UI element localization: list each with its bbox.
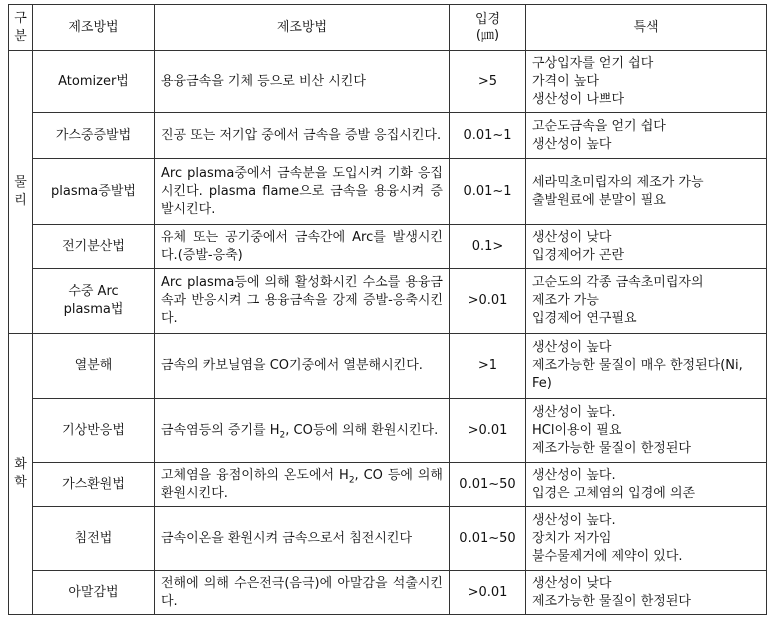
method-features: 세라믹초미립자의 제조가 가능 출발원료에 분말이 필요	[526, 159, 767, 225]
table-row	[9, 507, 767, 571]
table-row	[9, 159, 767, 225]
method-features: 생산성이 낮다 제조가능한 물질이 한정된다	[526, 571, 767, 615]
category-chemical: 화 학	[9, 334, 33, 615]
table-row	[9, 463, 767, 507]
method-features: 생산성이 높다. HCl이용이 필요 제조가능한 물질이 한정된다	[526, 399, 767, 463]
method-features: 고순도의 각종 금속초미립자의 제조가 가능 입경제어 연구필요	[526, 269, 767, 334]
particle-size: >0.01	[450, 269, 526, 334]
particle-size: >0.01	[450, 571, 526, 615]
table-row	[9, 225, 767, 269]
method-process: 고체염을 융점이하의 온도에서 $H_2$, CO 등에 의해 환원시킨다.	[155, 463, 450, 507]
header-process: 제조방법	[155, 5, 450, 51]
header-row	[9, 5, 767, 51]
table-row	[9, 571, 767, 615]
category-physical: 물 리	[9, 51, 33, 334]
method-process: 금속이온을 환원시켜 금속으로서 침전시킨다	[155, 507, 450, 571]
particle-size: >1	[450, 334, 526, 399]
method-process: 전해에 의해 수은전극(음극)에 아말감을 석출시킨다.	[155, 571, 450, 615]
manufacturing-methods-table	[8, 4, 767, 615]
header-particle-size: 입경 (㎛)	[450, 5, 526, 51]
method-name: 가스중증발법	[33, 113, 155, 159]
method-process: Arc plasma등에 의해 활성화시킨 수소를 용융금속과 반응시켜 그 용융금속을 강제 증발-응축시킨다.	[155, 269, 450, 334]
method-name: plasma증발법	[33, 159, 155, 225]
particle-size: 0.01~1	[450, 113, 526, 159]
method-name: Atomizer법	[33, 51, 155, 113]
method-process: 금속염등의 증기를 $H_2$, CO등에 의해 환원시킨다.	[155, 399, 450, 463]
method-name: 전기분산법	[33, 225, 155, 269]
method-process: 용융금속을 기체 등으로 비산 시킨다	[155, 51, 450, 113]
method-name: 침전법	[33, 507, 155, 571]
particle-size: 0.01~1	[450, 159, 526, 225]
particle-size: >5	[450, 51, 526, 113]
method-features: 생산성이 높다. 장치가 저가임 불수물제거에 제약이 있다.	[526, 507, 767, 571]
method-name: 기상반응법	[33, 399, 155, 463]
particle-size: >0.01	[450, 399, 526, 463]
method-name: 열분해	[33, 334, 155, 399]
method-process: 금속의 카보닐염을 CO기중에서 열분해시킨다.	[155, 334, 450, 399]
table-row	[9, 113, 767, 159]
particle-size: 0.1>	[450, 225, 526, 269]
method-features: 구상입자를 얻기 쉽다 가격이 높다 생산성이 나쁘다	[526, 51, 767, 113]
header-method: 제조방법	[33, 5, 155, 51]
method-name: 수중 Arc plasma법	[33, 269, 155, 334]
method-process: 유체 또는 공기중에서 금속간에 Arc를 발생시킨다.(증발-응축)	[155, 225, 450, 269]
table-row	[9, 269, 767, 334]
table-row	[9, 334, 767, 399]
method-process: 진공 또는 저기압 중에서 금속을 증발 응집시킨다.	[155, 113, 450, 159]
method-features: 생산성이 낮다 입경제어가 곤란	[526, 225, 767, 269]
method-process: Arc plasma중에서 금속분을 도입시켜 기화 응집시킨다. plasma flame으로 금속을 용융시켜 증발시킨다.	[155, 159, 450, 225]
particle-size: 0.01~50	[450, 507, 526, 571]
method-name: 아말감법	[33, 571, 155, 615]
method-features: 고순도금속을 얻기 쉽다 생산성이 높다	[526, 113, 767, 159]
method-features: 생산성이 높다 제조가능한 물질이 매우 한정된다(Ni, Fe)	[526, 334, 767, 399]
method-features: 생산성이 높다. 입경은 고체염의 입경에 의존	[526, 463, 767, 507]
table-row	[9, 399, 767, 463]
header-features: 특색	[526, 5, 767, 51]
particle-size: 0.01~50	[450, 463, 526, 507]
table-row	[9, 51, 767, 113]
header-category: 구 분	[9, 5, 33, 51]
method-name: 가스환원법	[33, 463, 155, 507]
